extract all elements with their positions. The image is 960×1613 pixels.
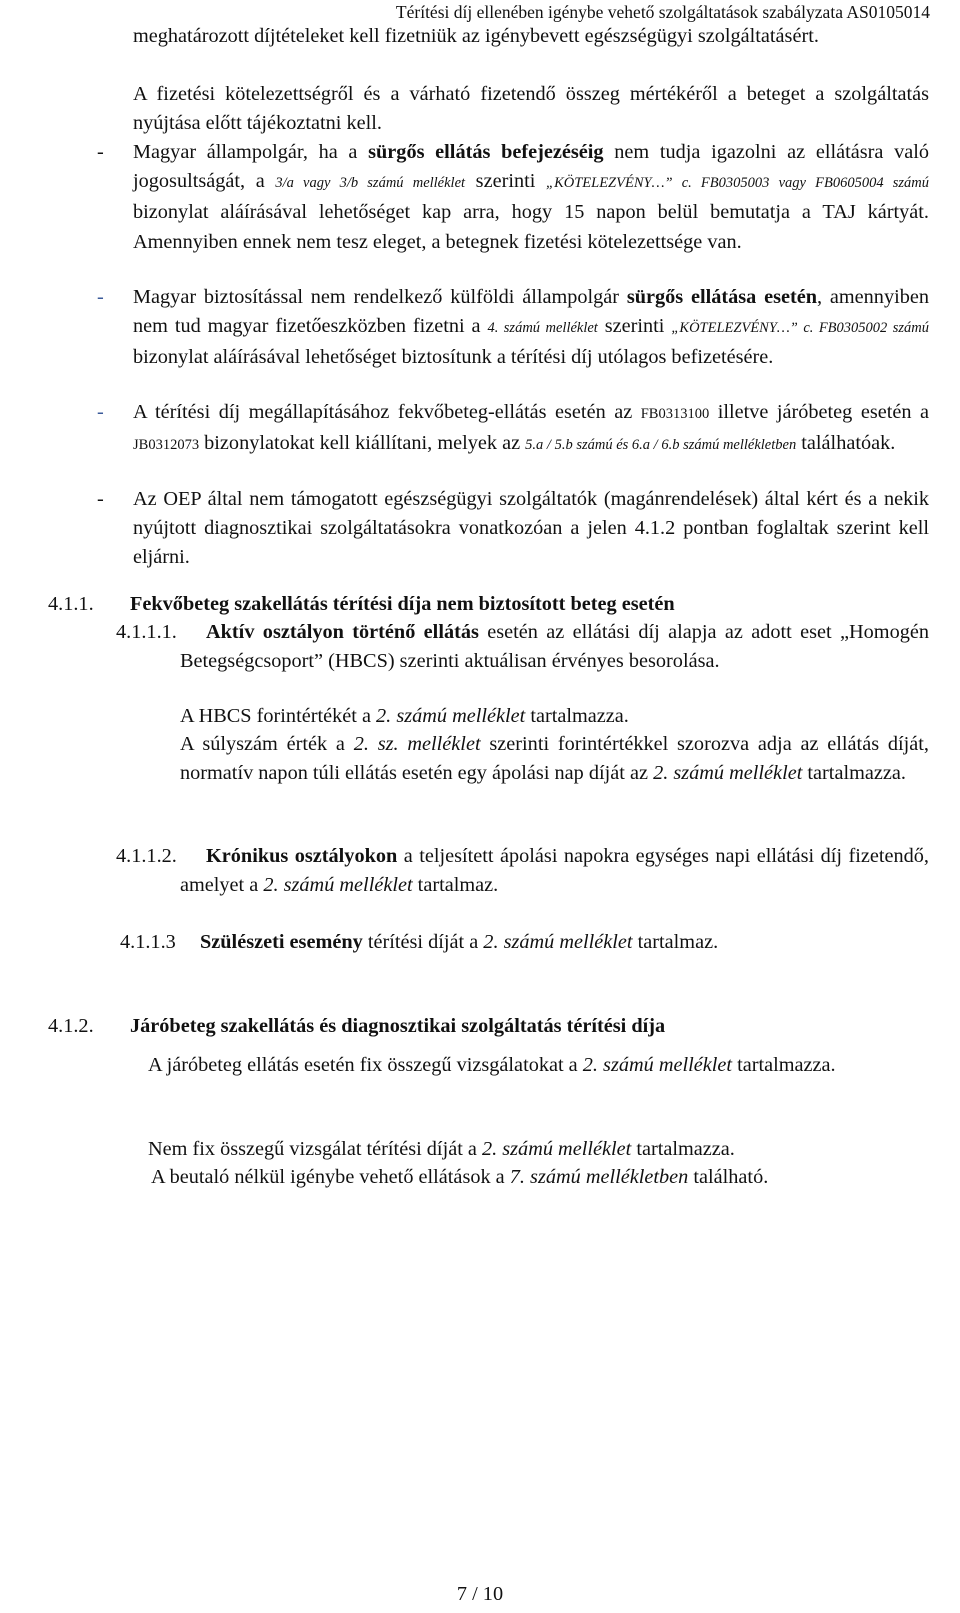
text: Magyar biztosítással nem rendelkező külföldi állampolgár bbox=[133, 286, 627, 308]
text: illetve járóbeteg esetén a bbox=[709, 401, 929, 423]
bold-text: sürgős ellátása esetén bbox=[626, 286, 818, 308]
page-header: Térítési díj ellenében igénybe vehető szolgáltatások szabályzata AS0105014 bbox=[395, 2, 930, 22]
section-number: 4.1.1. bbox=[48, 593, 94, 615]
section-title: Fekvőbeteg szakellátás térítési díja nem biztosított beteg esetén bbox=[130, 593, 675, 615]
annex-reference: 7. számú mellékletben bbox=[509, 1166, 689, 1188]
section-number: 4.1.2. bbox=[48, 1015, 94, 1037]
subsection-paragraph bbox=[180, 842, 929, 900]
text: bizonylat aláírásával lehetőséget kap arra, hogy 15 napon belül bemutatja a TAJ kártyát. Amennyiben ennek nem tesz eleget, a betegnek fizetési kötelezettsége van. bbox=[133, 201, 929, 253]
text: találhatóak. bbox=[796, 432, 896, 455]
text: szerinti bbox=[597, 315, 672, 338]
subsection-number: 4.1.1.3 bbox=[120, 931, 176, 953]
bullet-paragraph-2 bbox=[133, 283, 929, 373]
section-line bbox=[148, 1135, 735, 1164]
page-number: 7 / 10 bbox=[456, 1583, 504, 1605]
annex-reference: 2. számú melléklet bbox=[263, 874, 413, 897]
text: tartalmaz. bbox=[412, 874, 499, 897]
annex-reference: 2. számú melléklet bbox=[582, 1054, 733, 1076]
text: Nem fix összegű vizsgálat térítési díját a bbox=[148, 1138, 482, 1160]
annex-reference: 2. számú melléklet bbox=[481, 1138, 632, 1160]
text: A beutaló nélkül igénybe vehető ellátások a bbox=[151, 1166, 510, 1188]
subsection-number: 4.1.1.2. bbox=[116, 845, 177, 867]
text: található. bbox=[688, 1166, 769, 1188]
annex-reference: 4. számú melléklet bbox=[487, 320, 598, 337]
form-reference: „KÖTELEZVÉNY…” c. FB0305003 vagy FB0605004 számú bbox=[546, 175, 930, 192]
bullet-dash: - bbox=[97, 401, 104, 423]
text: szerinti bbox=[465, 170, 546, 193]
annex-reference: 5.a / 5.b számú és 6.a / 6.b számú mellékletben bbox=[525, 437, 797, 454]
annex-reference: 2. számú melléklet bbox=[483, 931, 633, 953]
text: nem tudja igazolni az ellátásra való jogosultságát, a bbox=[133, 141, 929, 193]
text: bizonylatokat kell kiállítani, melyek az bbox=[199, 432, 526, 455]
annex-reference: 2. számú melléklet bbox=[376, 705, 526, 727]
text: , amennyiben nem tud magyar fizetőeszközben fizetni a bbox=[133, 286, 929, 338]
intro-paragraph-1: meghatározott díjtételeket kell fizetniük az igénybevett egészségügyi szolgáltatásért. bbox=[133, 25, 819, 47]
section-title: Járóbeteg szakellátás és diagnosztikai szolgáltatás térítési díja bbox=[130, 1015, 666, 1037]
form-code: JB0312073 bbox=[133, 437, 200, 454]
bullet-paragraph-1 bbox=[133, 138, 929, 257]
bullet-dash: - bbox=[97, 286, 104, 308]
subsection-number: 4.1.1.1. bbox=[116, 621, 177, 643]
text: tartalmazza. bbox=[525, 705, 629, 727]
annex-reference: 2. számú melléklet bbox=[653, 762, 803, 785]
bullet-paragraph-3 bbox=[133, 398, 929, 460]
text: a teljesített ápolási napokra egységes napi ellátási díj fizetendő, amelyet a bbox=[180, 845, 929, 897]
form-reference: „KÖTELEZVÉNY…” c. FB0305002 számú bbox=[671, 320, 929, 337]
bullet-dash: - bbox=[97, 488, 104, 510]
section-paragraph bbox=[148, 1051, 929, 1080]
text: tartalmazza. bbox=[732, 1054, 836, 1076]
bullet-dash: - bbox=[97, 141, 104, 163]
subsection-paragraph bbox=[180, 618, 929, 676]
text: tartalmazza. bbox=[631, 1138, 735, 1160]
text: A súlyszám érték a bbox=[180, 733, 354, 755]
form-code: FB0313100 bbox=[640, 406, 710, 422]
text: A HBCS forintértékét a bbox=[180, 705, 377, 727]
text: esetén az ellátási díj alapja az adott eset „Homogén Betegségcsoport” (HBCS) szerinti aktuálisan érvényes besorolása. bbox=[180, 621, 929, 673]
text: bizonylat aláírásával lehetőséget biztosítunk a térítési díj utólagos befizetésére. bbox=[133, 346, 774, 369]
subsection-line bbox=[200, 928, 718, 957]
text: szerinti forintértékkel szorozva adja az ellátás díját, normatív napon túli ellátás esetén egy ápolási nap díját az bbox=[180, 733, 929, 785]
subsection-paragraph bbox=[180, 730, 929, 788]
subsection-line bbox=[180, 702, 629, 731]
annex-reference: 3/a vagy 3/b számú melléklet bbox=[275, 175, 466, 192]
text: tartalmaz. bbox=[632, 931, 719, 953]
section-line bbox=[151, 1163, 768, 1192]
text: Magyar állampolgár, ha a bbox=[133, 141, 369, 163]
intro-paragraph-2: A fizetési kötelezettségről és a várható fizetendő összeg mértékéről a beteget a szolgáltatás nyújtása előtt tájékoztatni kell. bbox=[133, 83, 929, 135]
text: térítési díját a bbox=[362, 931, 484, 953]
bold-text: sürgős ellátás befejezéséig bbox=[368, 141, 604, 163]
text: A járóbeteg ellátás esetén fix összegű vizsgálatokat a bbox=[148, 1054, 583, 1076]
bold-text: Krónikus osztályokon bbox=[206, 845, 398, 867]
bold-text: Aktív osztályon történő ellátás bbox=[206, 621, 479, 643]
text: A térítési díj megállapításához fekvőbeteg-ellátás esetén az bbox=[133, 401, 641, 423]
text: tartalmazza. bbox=[802, 762, 906, 785]
annex-reference: 2. sz. melléklet bbox=[353, 733, 481, 755]
bullet-paragraph-4: Az OEP által nem támogatott egészségügyi szolgáltatók (magánrendelések) által kért és a nekik nyújtott diagnosztikai szolgáltatásokra vonatkozóan a jelen 4.1.2 pontban foglaltak szerint kell eljárni. bbox=[133, 488, 929, 569]
bold-text: Szülészeti esemény bbox=[200, 931, 363, 953]
